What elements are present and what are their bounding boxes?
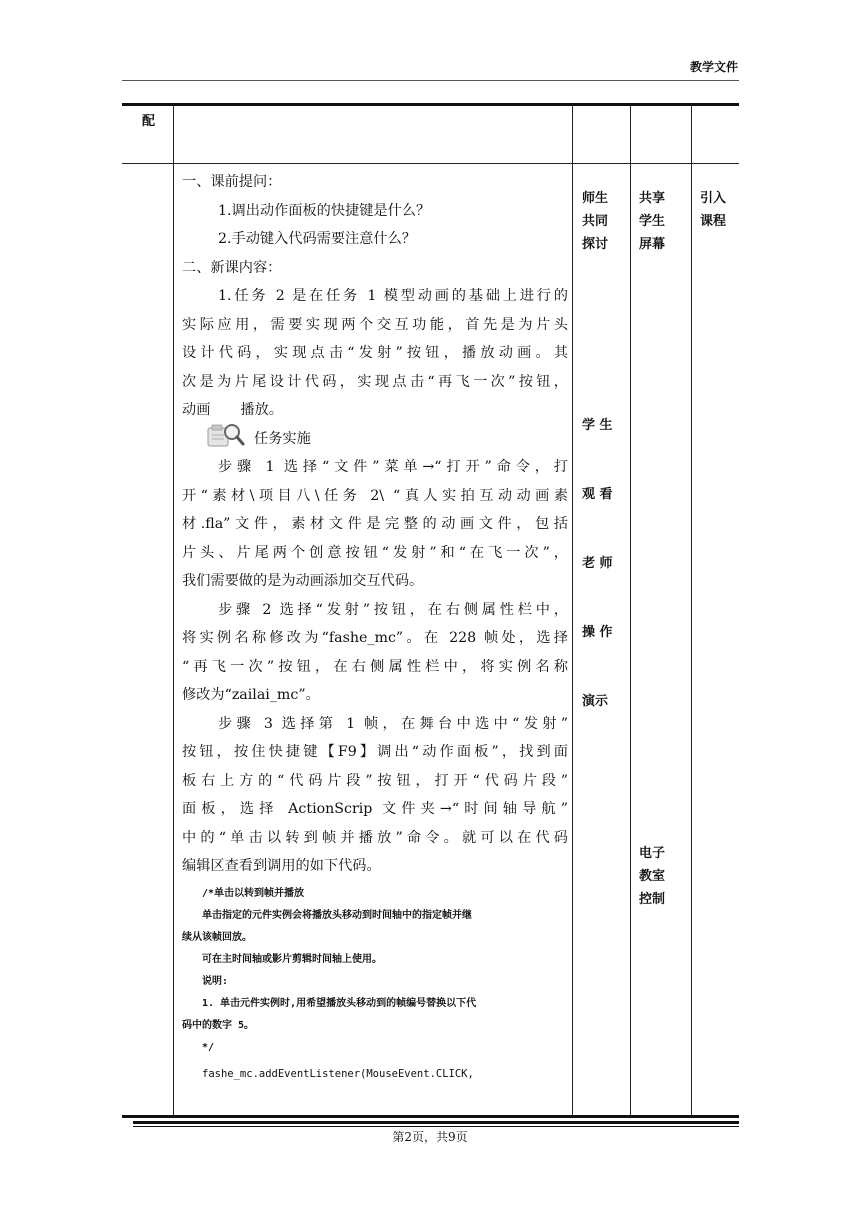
paragraph-line: 中的“单击以转到帧并播放”命令。就可以在代码 — [182, 829, 568, 846]
code-line: 续从该帧回放。 — [182, 931, 252, 943]
col-divider — [572, 106, 573, 1115]
code-line: fashe_mc.addEventListener(MouseEvent.CLICK, — [202, 1067, 474, 1080]
paragraph-line: “再飞一次”按钮，在右侧属性栏中，将实例名称 — [182, 658, 568, 675]
cell-line: 探讨 — [582, 237, 609, 252]
cell-line: 学 生 — [582, 418, 613, 433]
paragraph-line: 我们需要做的是为动画添加交互代码。 — [182, 573, 424, 589]
cell-line: 演示 — [582, 694, 609, 709]
cell-line: 电子 — [639, 846, 666, 861]
paragraph-line: 步骤 2 选择“发射”按钮，在右侧属性栏中， — [218, 601, 568, 618]
cell-line: 屏幕 — [639, 237, 666, 252]
cell-line: 共同 — [582, 214, 609, 229]
cell-line: 教室 — [639, 869, 666, 884]
paragraph-line: 设计代码，实现点击“发射”按钮，播放动画。其 — [182, 345, 568, 361]
code-line: 说明: — [202, 975, 229, 987]
cell-line: 课程 — [700, 214, 727, 229]
cell-line: 共享 — [639, 191, 666, 206]
code-line: 码中的数字 5。 — [182, 1019, 255, 1031]
code-line: 1. 单击元件实例时,用希望播放头移动到的帧编号替换以下代 — [202, 997, 477, 1009]
cell-line: 学生 — [639, 214, 666, 229]
cell-line: 控制 — [639, 892, 666, 907]
paragraph-line: 片头、片尾两个创意按钮“发射”和“在飞一次”， — [182, 544, 568, 561]
header-title: 教学文件 — [689, 60, 738, 74]
paragraph-line: 步骤 1 选择“文件”菜单→“打开”命令，打 — [218, 459, 568, 475]
method-cell-a — [582, 187, 608, 256]
paragraph-line: 板右上方的“代码片段”按钮，打开“代码片段” — [182, 772, 568, 789]
col-divider — [691, 106, 692, 1115]
col-divider — [173, 106, 174, 1115]
tool-cell-b — [639, 842, 665, 911]
code-snippet — [182, 883, 568, 1089]
code-line: /*单击以转到帧并播放 — [202, 887, 305, 899]
cell-line: 观 看 — [582, 487, 613, 502]
paragraph-line: 步骤 3 选择第 1 帧，在舞台中选中“发射” — [218, 715, 568, 732]
code-line: */ — [202, 1041, 215, 1053]
cell-line: 操 作 — [582, 625, 613, 640]
footer-rule — [133, 1126, 739, 1127]
paragraph-line: 将实例名称修改为“fashe_mc”。在 228 帧处，选择 — [182, 630, 568, 646]
page-number: 第2页，共9页 — [392, 1130, 468, 1144]
paragraph-line: 材.fla”文件，素材文件是完整的动画文件，包括 — [182, 516, 568, 532]
question: 2.手动键入代码需要注意什么？ — [218, 231, 416, 247]
paragraph-line: 按钮，按住快捷键【F9】调出“动作面板”，找到面 — [182, 744, 568, 760]
paragraph-line: 次是为片尾设计代码，实现点击“再飞一次”按钮， — [182, 373, 568, 390]
text-run: 动画 — [182, 402, 211, 418]
paragraph-line: 开“素材\项目八\任务 2\ “真人实拍互动动画素 — [182, 487, 568, 504]
paragraph-line: 实际应用，需要实现两个交互功能，首先是为片头 — [182, 316, 568, 333]
text-run: 播放。 — [240, 402, 283, 418]
code-line: 可在主时间轴或影片剪辑时间轴上使用。 — [202, 953, 382, 965]
paragraph-line: 面板，选择 ActionScrip 文件夹→“时间轴导航” — [182, 801, 568, 817]
code-line: 单击指定的元件实例会将播放头移动到时间轴中的指定帧并继 — [202, 909, 472, 921]
paragraph-line: 修改为“zailai_mc”。 — [182, 687, 320, 703]
purpose-cell — [700, 187, 726, 233]
row-divider — [122, 163, 739, 164]
task-heading: 任务实施 — [254, 430, 311, 447]
top-row-label: 配 — [142, 114, 156, 129]
paragraph-line: 编辑区查看到调用的如下代码。 — [182, 858, 381, 874]
paragraph-line: 1.任务 2 是在任务 1 模型动画的基础上进行的 — [218, 288, 568, 304]
question: 1.调出动作面板的快捷键是什么？ — [218, 202, 431, 219]
tool-cell-a — [639, 187, 665, 256]
section-heading: 一、课前提问： — [182, 174, 282, 190]
header-rule — [122, 80, 739, 81]
cell-line: 老 师 — [582, 556, 613, 571]
col-divider — [630, 106, 631, 1115]
lesson-content — [182, 168, 568, 1089]
cell-line: 引入 — [700, 191, 727, 206]
magnifier-clipboard-icon — [204, 426, 248, 452]
footer-rule — [133, 1121, 739, 1124]
task-heading-row — [182, 425, 568, 454]
section-heading: 二、新课内容： — [182, 259, 282, 276]
method-cell-b — [582, 368, 624, 759]
cell-line: 师生 — [582, 191, 609, 206]
